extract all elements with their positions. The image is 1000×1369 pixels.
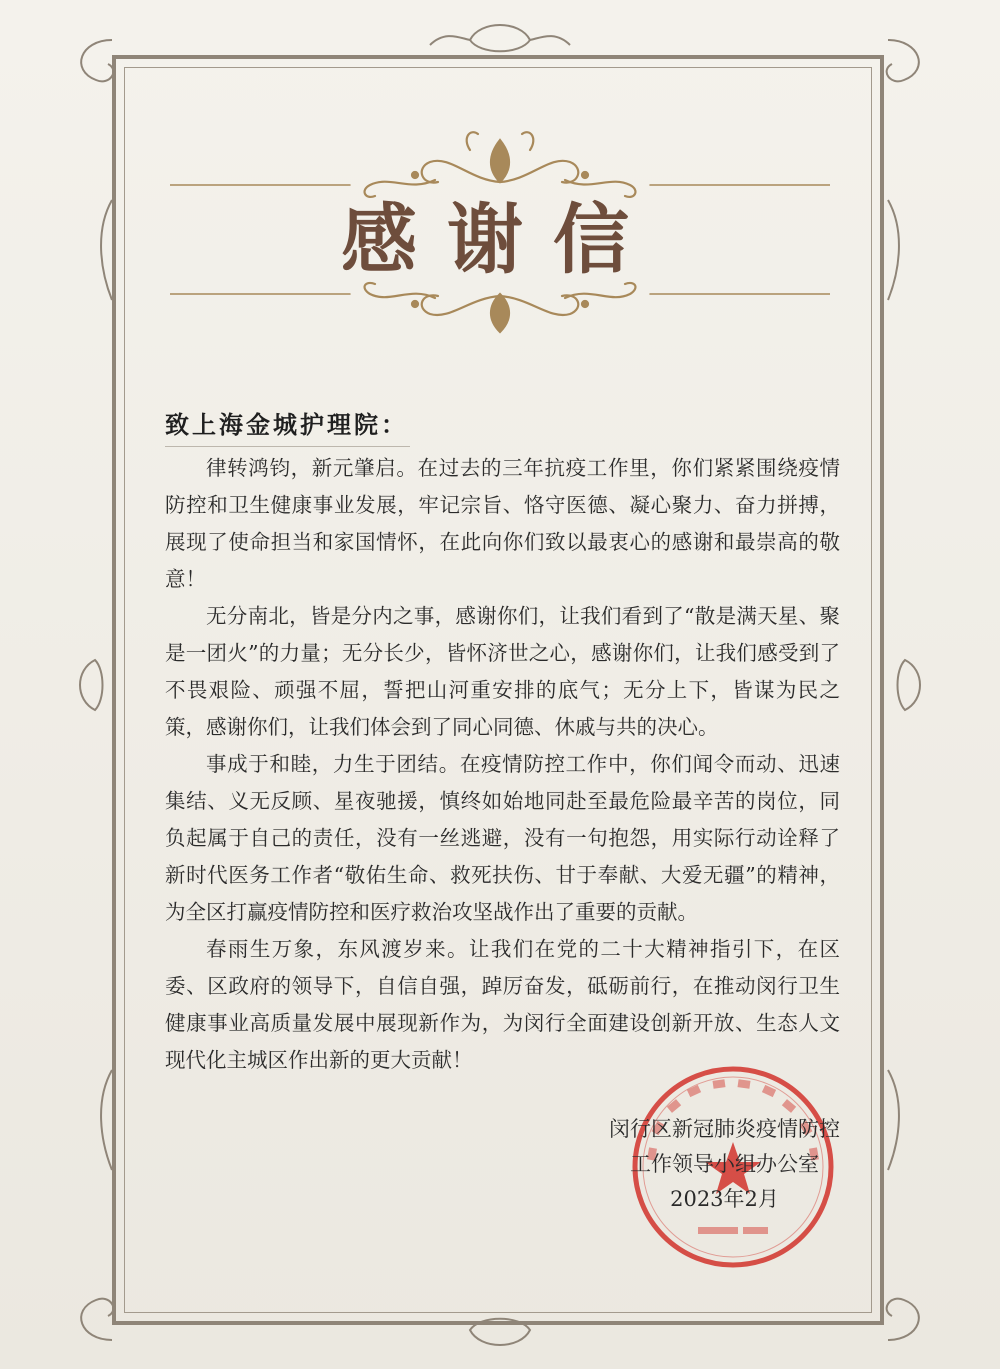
signature-org-line2: 工作领导小组办公室	[630, 1152, 819, 1176]
paragraph-1: 律转鸿钧，新元肇启。在过去的三年抗疫工作里，你们紧紧围绕疫情防控和卫生健康事业发展，牢记宗旨、恪守医德、凝心聚力、奋力拼搏，展现了使命担当和家国情怀，在此向你们致以最衷心的感谢和最崇高的敬意！	[165, 456, 840, 591]
salutation: 致上海金城护理院：	[165, 405, 410, 447]
paragraph-4: 春雨生万象，东风渡岁来。让我们在党的二十大精神指引下，在区委、区政府的领导下，自信自强，踔厉奋发，砥砺前行，在推动闵行卫生健康事业高质量发展中展现新作为，为闵行全面建设创新开放、生态人文现代化主城区作出新的更大贡献！	[165, 937, 840, 1072]
signature-date: 2023年2月	[670, 1187, 779, 1211]
signature-block	[609, 1112, 840, 1217]
letter-body	[165, 450, 840, 1079]
title-ornament-bottom	[170, 272, 830, 342]
signature-org-line1: 闵行区新冠肺炎疫情防控	[609, 1117, 840, 1141]
paragraph-3: 事成于和睦，力生于团结。在疫情防控工作中，你们闻令而动、迅速集结、义无反顾、星夜驰援，慎终如始地同赴至最危险最辛苦的岗位，同负起属于自己的责任，没有一丝逃避，没有一句抱怨，用实际行动诠释了新时代医务工作者“敬佑生命、救死扶伤、甘于奉献、大爱无疆”的精神，为全区打赢疫情防控和医疗救治攻坚战作出了重要的贡献。	[165, 752, 840, 924]
paragraph-2: 无分南北，皆是分内之事，感谢你们，让我们看到了“散是满天星、聚是一团火”的力量；无分长少，皆怀济世之心，感谢你们，让我们感受到了不畏艰险、顽强不屈，誓把山河重安排的底气；无分上下，皆谋为民之策，感谢你们，让我们体会到了同心同德、休戚与共的决心。	[165, 604, 840, 739]
letter-title: 感谢信	[341, 195, 659, 284]
